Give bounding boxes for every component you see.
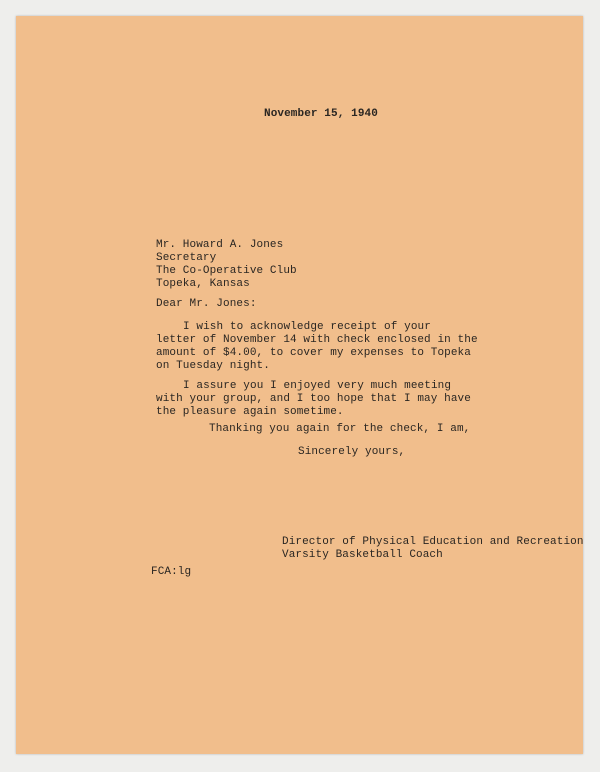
paragraph1-line: letter of November 14 with check enclosed in the [156, 334, 478, 346]
letter-date: November 15, 1940 [264, 108, 378, 120]
paragraph2-line: the pleasure again sometime. [156, 406, 344, 418]
paragraph1-line: amount of $4.00, to cover my expenses to Topeka [156, 347, 471, 359]
thanks-line: Thanking you again for the check, I am, [209, 423, 471, 435]
recipient-organization: The Co-Operative Club [156, 265, 297, 277]
recipient-title: Secretary [156, 252, 217, 264]
salutation: Dear Mr. Jones: [156, 298, 257, 310]
recipient-name: Mr. Howard A. Jones [156, 239, 284, 251]
complimentary-close: Sincerely yours, [298, 446, 406, 458]
paragraph2-line: I assure you I enjoyed very much meeting [183, 380, 452, 392]
signature-title: Director of Physical Education and Recreation [282, 536, 584, 548]
paragraph2-line: with your group, and I too hope that I may have [156, 393, 471, 405]
signature-subtitle: Varsity Basketball Coach [282, 549, 443, 561]
letter-page [16, 16, 583, 754]
typist-initials: FCA:lg [151, 566, 192, 578]
paragraph1-line: I wish to acknowledge receipt of your [183, 321, 431, 333]
paragraph1-line: on Tuesday night. [156, 360, 270, 372]
recipient-location: Topeka, Kansas [156, 278, 250, 290]
